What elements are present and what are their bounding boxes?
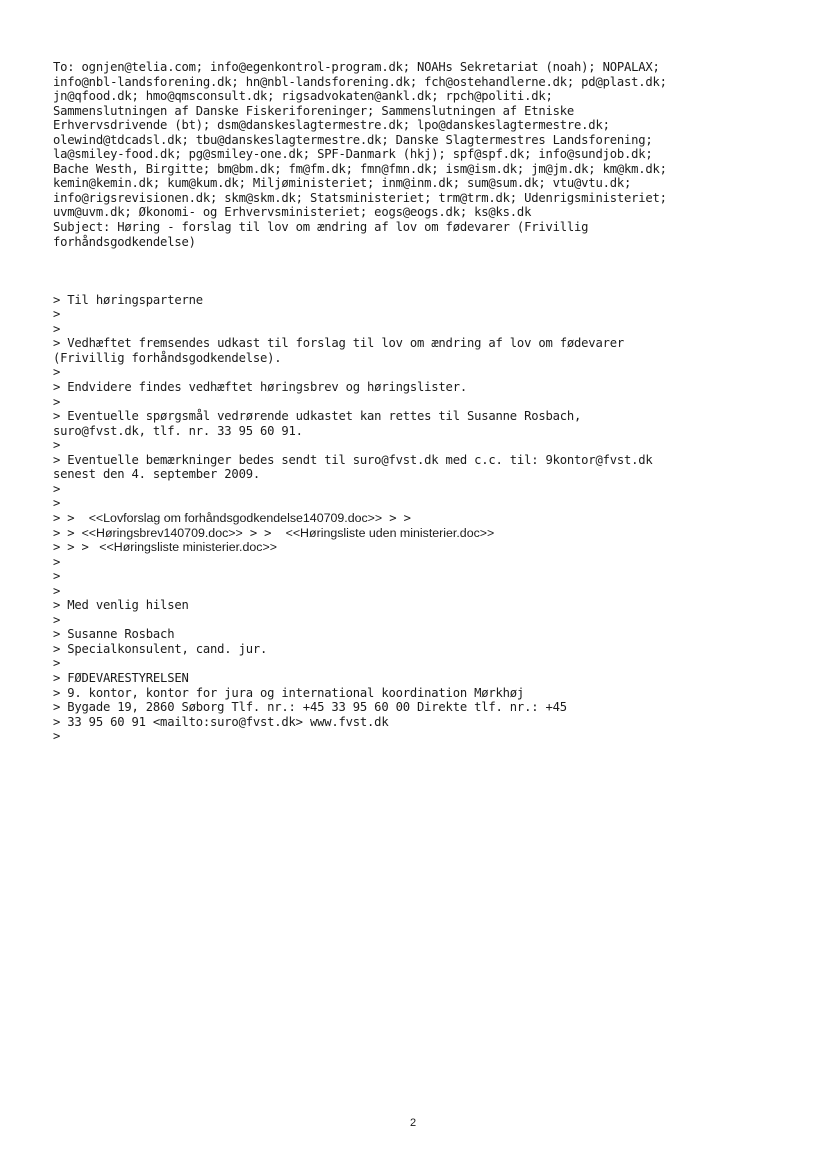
attachment-line [53,526,793,541]
signature-line: > [53,656,61,671]
email-printout [53,60,793,744]
email-body [53,293,793,482]
quote-marker: > > [242,525,286,540]
signature-line: > [53,612,61,627]
body-line: > [53,394,61,409]
to-line: jn@qfood.dk; hmo@qmsconsult.dk; rigsadvokaten@ankl.dk; rpch@politi.dk; [53,89,553,104]
attachment-link[interactable]: <<Høringsliste ministerier.doc>> [95,540,277,555]
spacer [53,278,793,293]
signature-line: > [53,583,61,598]
quote-marker: > > [53,510,89,525]
to-line: uvm@uvm.dk; Økonomi- og Erhvervsministeriet; eogs@eogs.dk; ks@ks.dk [53,205,532,220]
signature-line: > 33 95 60 91 <mailto:suro@fvst.dk> www.fvst.dk [53,714,389,729]
body-line: > Vedhæftet fremsendes udkast til forslag til lov om ændring af lov om fødevarer [53,336,624,351]
page-number: 2 [409,1117,417,1129]
spacer [53,249,793,278]
to-line: Erhvervsdrivende (bt); dsm@danskeslagtermestre.dk; lpo@danskeslagtermestre.dk; [53,118,610,133]
to-line: info@nbl-landsforening.dk; hn@nbl-landsforening.dk; fch@ostehandlerne.dk; pd@plast.dk; [53,74,667,89]
signature-line: > 9. kontor, kontor for jura og international koordination Mørkhøj [53,685,525,700]
subject-line: forhåndsgodkendelse) [53,234,196,249]
signature-line: > Susanne Rosbach [53,627,175,642]
signature-line: > Bygade 19, 2860 Søborg Tlf. nr.: +45 33 95 60 00 Direkte tlf. nr.: +45 [53,700,567,715]
attachment-link[interactable]: <<Høringsliste uden ministerier.doc>> [285,525,495,540]
attachment-link[interactable]: <<Lovforslag om forhåndsgodkendelse140709.doc>> [88,510,383,525]
body-line: > [53,307,61,322]
signature-line: > [53,569,61,584]
body-line: > [53,321,61,336]
attachment-line [53,540,793,555]
body-line: > [53,365,61,380]
to-line: info@rigsrevisionen.dk; skm@skm.dk; Statsministeriet; trm@trm.dk; Udenrigsministeriet; [53,190,667,205]
body-line: suro@fvst.dk, tlf. nr. 33 95 60 91. [53,423,303,438]
to-line: Bache Westh, Birgitte; bm@bm.dk; fm@fm.dk; fmn@fmn.dk; ism@ism.dk; jm@jm.dk; km@km.dk; [53,161,667,176]
subject-line: Subject: Høring - forslag til lov om ændring af lov om fødevarer (Frivillig [53,220,589,235]
body-line: > Eventuelle bemærkninger bedes sendt til suro@fvst.dk med c.c. til: 9kontor@fvst.dk [53,452,653,467]
quote-line: > [53,496,61,511]
body-line: > Til høringsparterne [53,292,203,307]
signature-line: > Specialkonsulent, cand. jur. [53,641,268,656]
body-line: > Endvidere findes vedhæftet høringsbrev og høringslister. [53,380,467,395]
to-line: la@smiley-food.dk; pg@smiley-one.dk; SPF-Danmark (hkj); spf@spf.dk; info@sundjob.dk; [53,147,653,162]
signature-line: > [53,554,61,569]
body-line: > Eventuelle spørgsmål vedrørende udkastet kan rettes til Susanne Rosbach, [53,409,582,424]
signature-line: > FØDEVARESTYRELSEN [53,670,189,685]
to-line: To: ognjen@telia.com; info@egenkontrol-program.dk; NOAHs Sekretariat (noah); NOPALAX; [53,60,660,74]
email-header [53,60,793,249]
signature-line: > [53,729,61,744]
attachment-line [53,511,793,526]
quote-line: > [53,481,61,496]
quote-marker: > > [382,510,411,525]
body-line: (Frivillig forhåndsgodkendelse). [53,350,282,365]
body-line: senest den 4. september 2009. [53,467,260,482]
body-line: > [53,438,61,453]
to-line: olewind@tdcadsl.dk; tbu@danskeslagtermestre.dk; Danske Slagtermestres Landsforening; [53,132,653,147]
signature-line: > Med venlig hilsen [53,598,189,613]
quote-marker: > > [53,525,82,540]
quote-marker: > > > [53,540,96,555]
email-signature [53,555,793,744]
to-line: Sammenslutningen af Danske Fiskeriforeninger; Sammenslutningen af Etniske [53,103,575,118]
attachment-list [53,482,793,555]
to-line: kemin@kemin.dk; kum@kum.dk; Miljøministeriet; inm@inm.dk; sum@sum.dk; vtu@vtu.dk; [53,176,632,191]
attachment-link[interactable]: <<Høringsbrev140709.doc>> [81,525,243,540]
